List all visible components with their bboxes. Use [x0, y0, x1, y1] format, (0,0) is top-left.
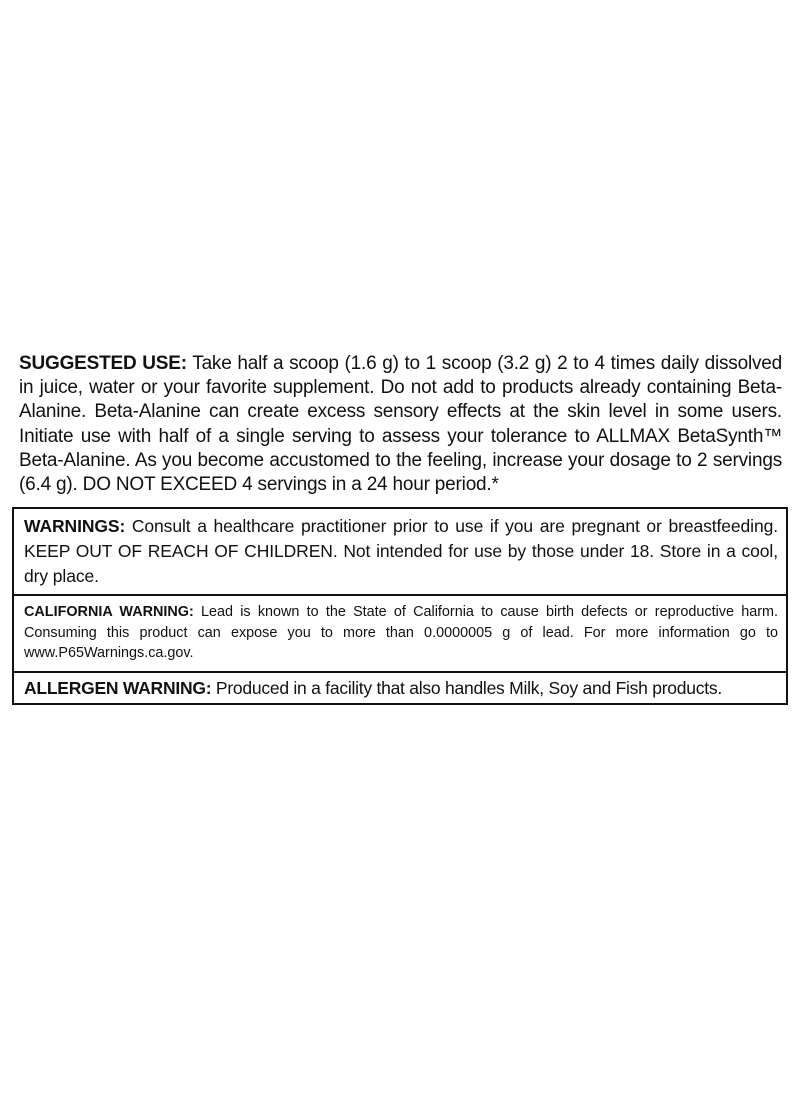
california-warning-heading: CALIFORNIA WARNING: — [24, 604, 194, 621]
allergen-warning-section — [14, 671, 786, 703]
suggested-use-text: Take half a scoop (1.6 g) to 1 scoop (3.2 g) 2 to 4 times daily dissolved in juice, water or your favorite supplement. Do not add to products already containing Beta-Alanine. Beta-Alanine can create excess sensory effects at the skin level in some users. Initiate use with half of a single serving to assess your tolerance to ALLMAX BetaSynth™ Beta-Alanine. As you become accustomed to the feeling, increase your dosage to 2 servings (6.4 g). DO NOT EXCEED 4 servings in a 24 hour period.* — [19, 353, 782, 496]
warnings-box — [12, 507, 788, 705]
supplement-label-panel — [12, 352, 788, 705]
allergen-warning-heading: ALLERGEN WARNING: — [24, 677, 212, 698]
warnings-heading: WARNINGS: — [24, 516, 126, 537]
california-warning-text: Lead is known to the State of California to cause birth defects or reproductive harm. Consuming this product can expose you to more than 0.0000005 g of lead. For more information go to www.P65Warnings.ca.gov. — [24, 604, 778, 662]
california-warning-section — [14, 594, 786, 671]
suggested-use-heading: SUGGESTED USE: — [19, 353, 187, 374]
warnings-section — [14, 509, 786, 594]
allergen-warning-text: Produced in a facility that also handles Milk, Soy and Fish products. — [211, 677, 722, 698]
warnings-text: Consult a healthcare practitioner prior to use if you are pregnant or breastfeeding. KEEP OUT OF REACH OF CHILDREN. Not intended for use by those under 18. Store in a cool, dry place. — [24, 516, 778, 586]
suggested-use-section — [12, 352, 788, 497]
